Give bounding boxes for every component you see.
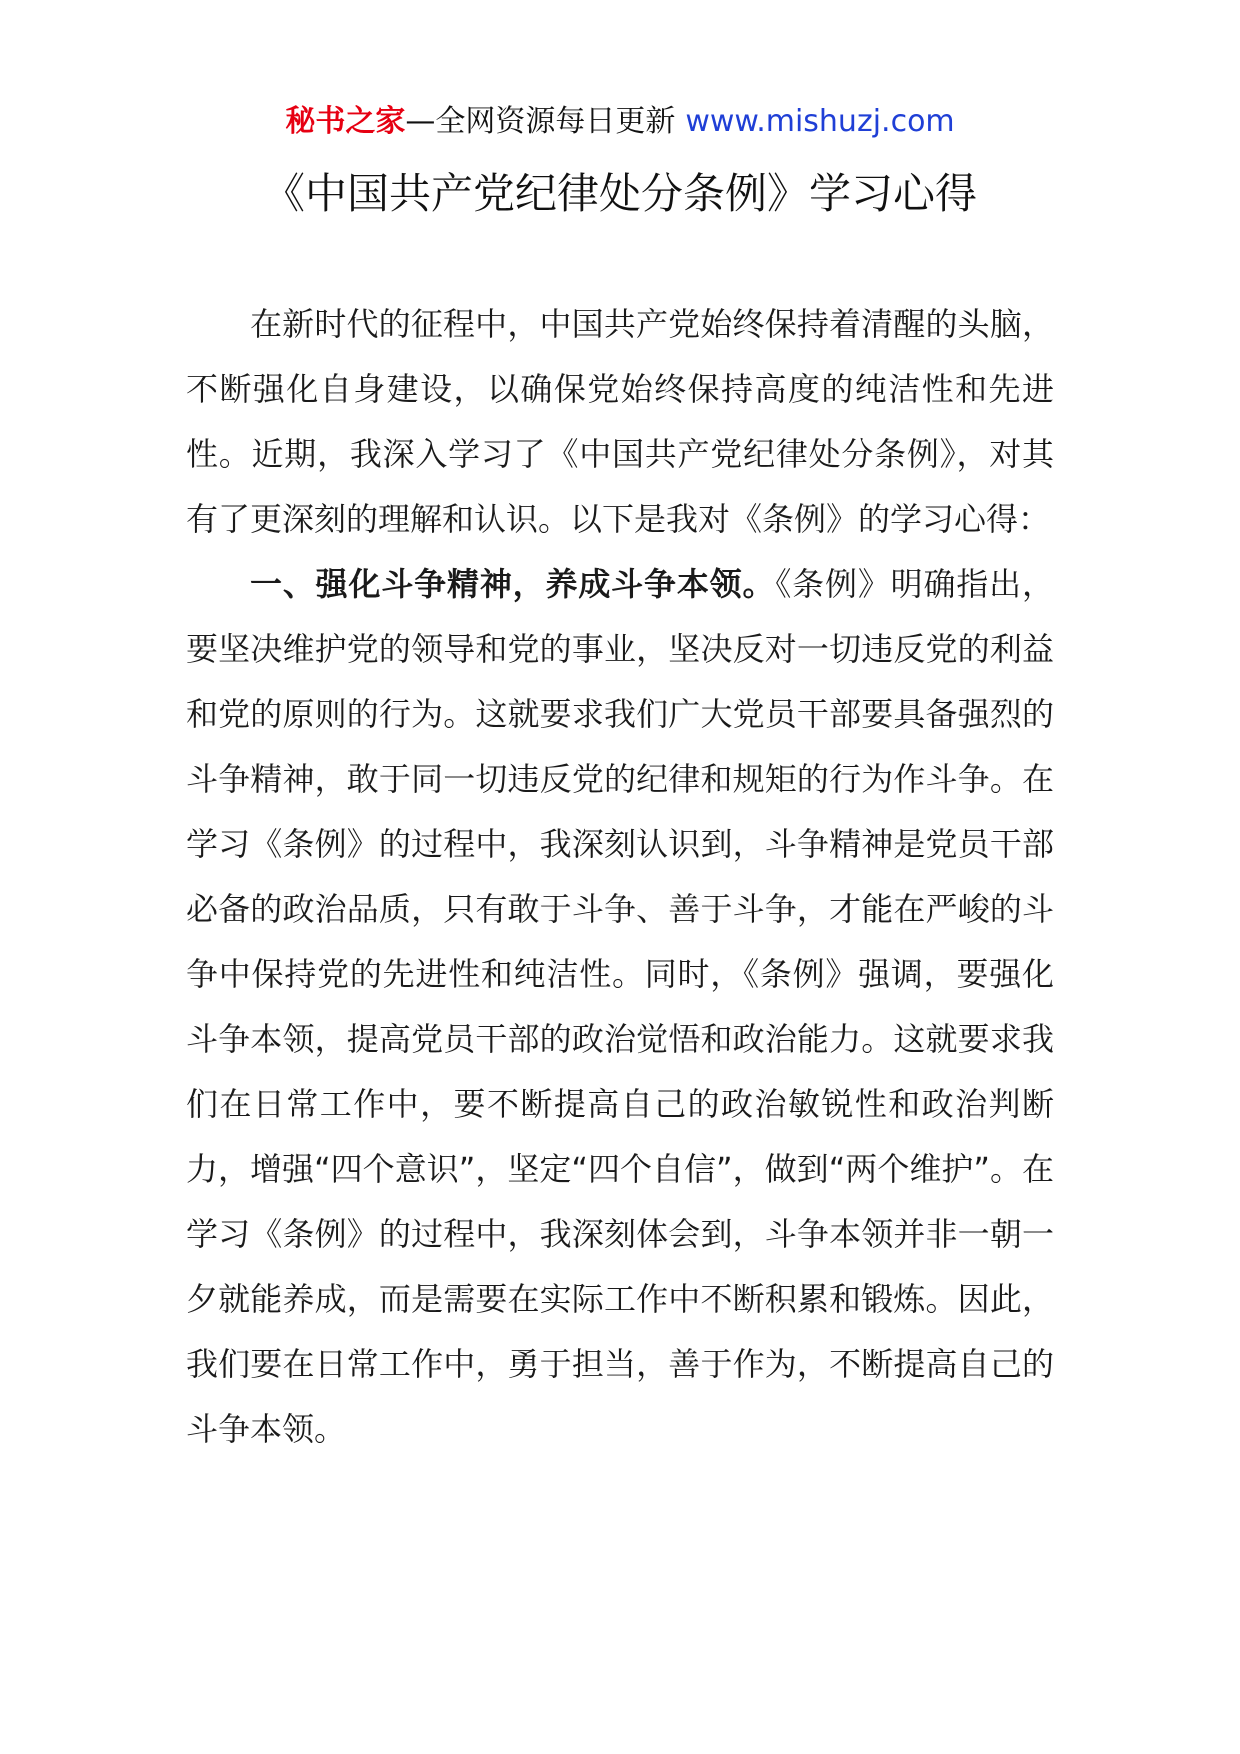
brand-name: 秘书之家	[285, 104, 406, 139]
site-header	[0, 100, 1240, 144]
intro-paragraph: 在新时代的征程中，中国共产党始终保持着清醒的头脑，不断强化自身建设，以确保党始终保持高度的纯洁性和先进性。近期，我深入学习了《中国共产党纪律处分条例》，对其有了更深刻的理解和认识。以下是我对《条例》的学习心得：	[186, 305, 1054, 538]
section-1-heading: 一、强化斗争精神，养成斗争本领。	[250, 565, 776, 603]
site-url-link[interactable]: www.mishuzj.com	[685, 104, 955, 139]
site-slogan: —全网资源每日更新	[405, 104, 676, 139]
document-title: 《中国共产党纪律处分条例》学习心得	[262, 169, 977, 218]
document-body	[186, 292, 1054, 1462]
section-1-text: 《条例》明确指出，要坚决维护党的领导和党的事业，坚决反对一切违反党的利益和党的原则的行为。这就要求我们广大党员干部要具备强烈的斗争精神，敢于同一切违反党的纪律和规矩的行为作斗争。在学习《条例》的过程中，我深刻认识到，斗争精神是党员干部必备的政治品质，只有敢于斗争、善于斗争，才能在严峻的斗争中保持党的先进性和纯洁性。同时，《条例》强调，要强化斗争本领，提高党员干部的政治觉悟和政治能力。这就要求我们在日常工作中，要不断提高自己的政治敏锐性和政治判断力，增强“四个意识”，坚定“四个自信”，做到“两个维护”。在学习《条例》的过程中，我深刻体会到，斗争本领并非一朝一夕就能养成，而是需要在实际工作中不断积累和锻炼。因此，我们要在日常工作中，勇于担当，善于作为，不断提高自己的斗争本领。	[186, 565, 1054, 1448]
section-1-paragraph	[186, 552, 1054, 1462]
